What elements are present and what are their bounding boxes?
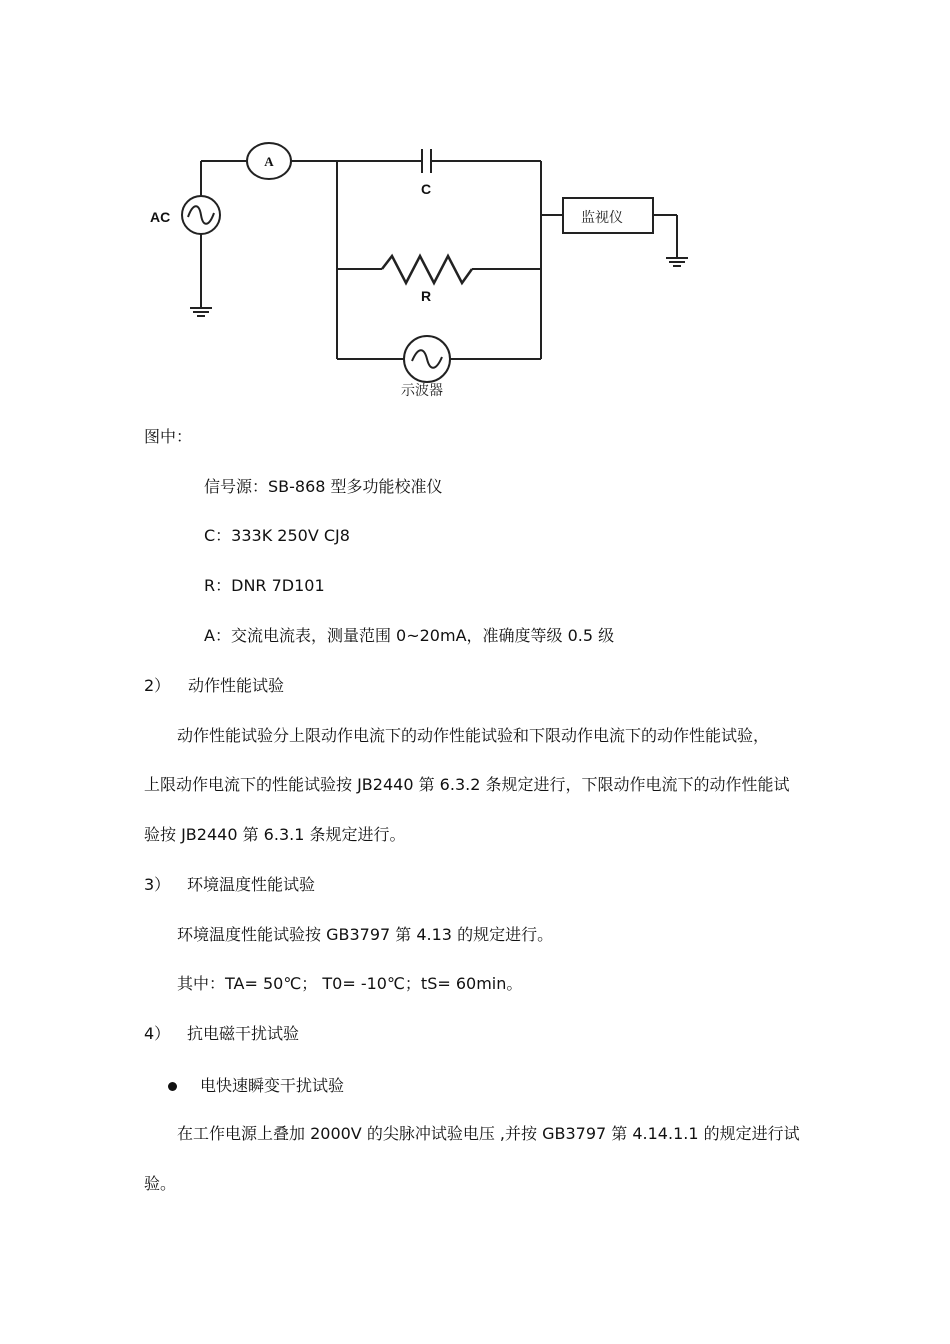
section-4-bullet-item: 电快速瞬变干扰试验 [200,1076,345,1095]
bullet-icon [168,1082,177,1091]
monitor-label: 监视仪 [581,210,623,226]
resistor-zigzag [382,256,472,283]
section-3-number: 3） [144,875,171,894]
legend-capacitor: C：333K 250V CJ8 [204,526,350,545]
legend-resistor: R：DNR 7D101 [204,576,325,595]
ac-label: AC [150,209,171,225]
oscilloscope-icon [404,336,450,382]
section-4-number: 4） [144,1024,171,1043]
circuit-diagram [0,0,950,420]
section-3-paragraph-line-1: 环境温度性能试验按 GB3797 第 4.13 的规定进行。 [177,925,554,944]
ammeter-label: A [264,154,274,169]
legend-ammeter: A：交流电流表，测量范围 0~20mA，准确度等级 0.5 级 [204,626,615,645]
oscilloscope-label: 示波器 [401,383,443,399]
legend-heading: 图中： [144,427,193,446]
ac-source-icon [182,196,220,234]
section-2-number: 2） [144,676,171,695]
section-3-title: 环境温度性能试验 [187,875,316,894]
capacitor-label: C [420,181,432,197]
section-2-title: 动作性能试验 [188,676,285,695]
section-2-paragraph-line-2: 上限动作电流下的性能试验按 JB2440 第 6.3.2 条规定进行，下限动作电流下的动作性能试 [144,775,790,794]
section-3-paragraph-line-2: 其中：TA= 50℃； T0= -10℃；tS= 60min。 [177,974,523,993]
section-2-paragraph-line-3: 验按 JB2440 第 6.3.1 条规定进行。 [144,825,406,844]
section-4-paragraph-line-2: 验。 [144,1174,177,1193]
resistor-label: R [420,288,432,304]
legend-signal-source: 信号源：SB-868 型多功能校准仪 [204,477,443,496]
section-4-title: 抗电磁干扰试验 [187,1024,300,1043]
section-4-paragraph-line-1: 在工作电源上叠加 2000V 的尖脉冲试验电压 ,并按 GB3797 第 4.14.1.1 的规定进行试 [177,1124,800,1143]
section-2-paragraph-line-1: 动作性能试验分上限动作电流下的动作性能试验和下限动作电流下的动作性能试验， [177,726,770,745]
